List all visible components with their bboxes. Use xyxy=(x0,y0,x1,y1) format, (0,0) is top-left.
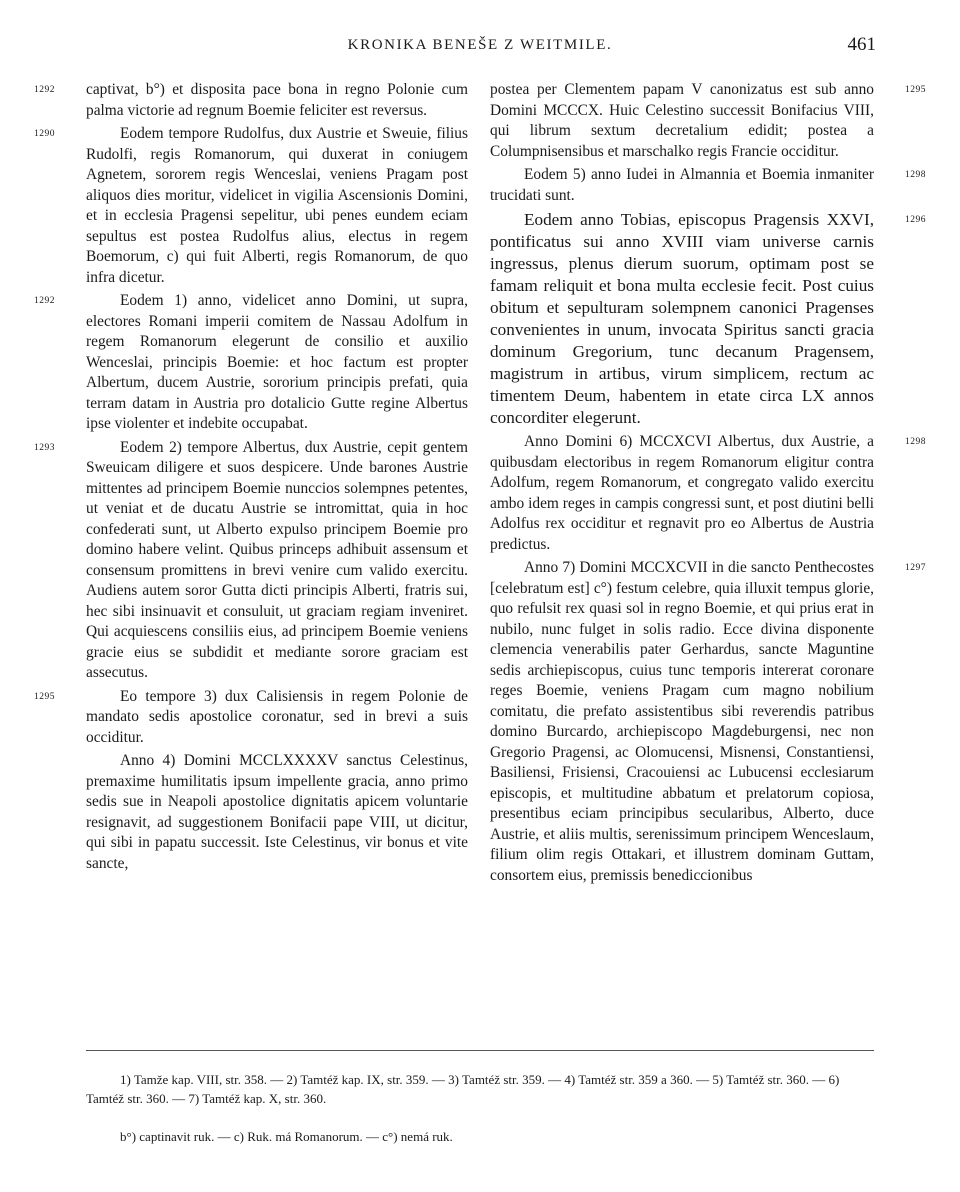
left-paragraph xyxy=(34,438,468,684)
margin-year: 1298 xyxy=(905,437,926,447)
left-column xyxy=(34,80,468,877)
right-paragraph xyxy=(490,80,926,162)
paragraph-text: Eodem 5) anno Iudei in Almannia et Boemia inmaniter trucidati sunt. xyxy=(490,166,874,204)
paragraph-text: Anno 4) Domini MCCLXXXXV sanctus Celestinus, premaxime humilitatis ipsum impellente gracia, anno primo sedis sue in Neapoli apostolice dignitatis apicem voluntarie resignavit, ad suggestionem Bonifacii pape VIII, ut dicitur, qui sibi in papatu successit. Iste Celestinus, vir bonus et vite sancte, xyxy=(86,752,468,872)
margin-year: 1296 xyxy=(905,215,926,225)
right-column xyxy=(490,80,926,889)
page-number: 461 xyxy=(847,34,876,55)
page-header xyxy=(0,32,960,62)
paragraph-text: captivat, b°) et disposita pace bona in regno Polonie cum palma victorie ad regnum Boemie feliciter est reversus. xyxy=(86,81,468,119)
left-paragraph xyxy=(34,687,468,749)
running-title: KRONIKA BENEŠE Z WEITMILE. xyxy=(347,37,613,53)
margin-year: 1293 xyxy=(34,442,55,453)
left-paragraph xyxy=(34,80,468,121)
left-paragraph xyxy=(34,124,468,288)
paragraph-text: postea per Clementem papam V canonizatus est sub anno Domini MCCCX. Huic Celestino successit Bonifacius VIII, qui librum sextum decretalium edidit; postea a Columpnisensibus et marschalko regis Francie occiditur. xyxy=(490,81,874,160)
footnote-sources: 1) Tamže kap. VIII, str. 358. — 2) Tamtéž kap. IX, str. 359. — 3) Tamtéž str. 359. — 4) Tamtéž str. 359 a 360. — 5) Tamtéž str. 360. — 6) Tamtéž str. 360. — 7) Tamtéž kap. X, str. 360. xyxy=(86,1072,840,1106)
paragraph-text: Eodem tempore Rudolfus, dux Austrie et Sweuie, filius Rudolfi, regis Romanorum, qui duxerat in coniugem Agnetem, sororem regis Wenceslai, veniens Pragam post aliquos dies moritur, videlicet in vigilia Ascensionis Domini, et in ecclesia Pragensi sepelitur, ubi penes eundem eciam sepultus est postea Rudolfus alius, electus in regem Boemorum, c) qui fuit Alberti, regis Romanorum, de quo infra dicetur. xyxy=(86,125,468,286)
left-paragraph xyxy=(34,291,468,435)
right-paragraph xyxy=(490,558,926,886)
footnote-variants: b°) captinavit ruk. — c) Ruk. má Romanorum. — c°) nemá ruk. xyxy=(120,1129,453,1144)
right-paragraph xyxy=(490,209,926,429)
margin-year: 1295 xyxy=(34,691,55,702)
paragraph-text: Eodem 1) anno, videlicet anno Domini, ut supra, electores Romani imperii comitem de Nassau Adolfum in regem Romanorum elegerunt de consilio et auxilio Wenceslai, principis Boemie: et hoc factum est propter Albertum, ducem Austrie, sororium principis prefati, quia terram datam in Austria pro dotalicio Gutte regine Albertus ipse violenter et indebite occupabat. xyxy=(86,292,468,432)
paragraph-text: Eo tempore 3) dux Calisiensis in regem Polonie de mandato sedis apostolice coronatur, sed in brevi a suis occiditur. xyxy=(86,687,468,746)
left-paragraph xyxy=(86,751,468,874)
right-paragraph xyxy=(490,432,926,555)
paragraph-text: Anno 7) Domini MCCXCVII in die sancto Penthecostes [celebratum est] c°) festum celebre, quia illuxit tempus glorie, quo refulsit rex quasi sol in regno Boemie, et qui prius erat in nubilo, nunc fulget in solis radio. Ecce divina disponente clemencia venerabilis pater Gerhardus, sancte Maguntine sedis archiepiscopus, cuius tunc temporis intererat coronare reges Boemie, veniens Pragam cum magno nobilium comitatu, die prefato assistentibus sibi reverendis patribus domino Burcardo, archiepiscopo Magdeburgensi, nec non Gregorio Pragensi, ac Olomucensi, Misnensi, Constantiensi, Basiliensi, Frisiensi, Cracouiensi ac Lubucensi ecclesiarum episcopis, et multitudine abbatum et prelatorum copiosa, presentibus eciam principibus secularibus, Alberto, duce Austrie, et aliis multis, serenissimum principem Wenceslaum, filium olim regis Ottakari, et illustrem dominam Guttam, consortem eius, premissis benediccionibus xyxy=(490,559,874,884)
margin-year: 1292 xyxy=(34,296,55,306)
right-paragraph xyxy=(490,165,926,206)
footnotes xyxy=(86,1070,876,1146)
margin-year: 1295 xyxy=(905,85,926,95)
paragraph-text: Anno Domini 6) MCCXCVI Albertus, dux Austrie, a quibusdam electoribus in regem Romanorum eligitur contra Adolfum, regem Romanorum, et congregato valido exercitu ambo idem reges in campis congressi sunt, et post diutini belli Adolfus rex occiditur et regnavit pro eo Albertus de Austria predictus. xyxy=(490,433,874,553)
paragraph-text: Eodem anno Tobias, episcopus Pragensis XXVI, pontificatus sui anno XVIII viam universe carnis ingressus, plenus dierum suorum, optimam post se famam reliquit et bona multa ecclesie fecit. Post cuius obitum et sepulturam solempnem canonici Pragenses convenientes in unum, invocata Spiritus sancti gracia dominum Gregorium, tunc decanum Pragensem, magistrum in artibus, virum simplicem, rectum ac timentem Deum, habentem in etate circa LX annos concorditer elegerunt. xyxy=(490,210,874,427)
margin-year: 1292 xyxy=(34,85,55,95)
margin-year: 1297 xyxy=(905,563,926,573)
footnote-rule xyxy=(86,1050,874,1051)
paragraph-text: Eodem 2) tempore Albertus, dux Austrie, cepit gentem Sweuicam diligere et suos despicere. Unde barones Austrie mittentes ad principem Boemie nunccios solempnes petentes, ut veniat et de ducatu Austrie se intromittat, quia in hoc confederati sunt, ut Alberto expulso principem Boemie pro domino habere velint. Quibus princeps adhibuit assensum et consensum promittens in brevi venire cum valido exercitu. Audiens autem soror Gutta dicti principis Alberti, fratris sui, hec sibi insinuavit et consuluit, ut graciam regiam inveniret. Qui acquiescens consiliis eius, ad principem Boemie veniens gracie eius se subdidit et mediante sorore graciam est assecutus. xyxy=(86,438,468,681)
margin-year: 1290 xyxy=(34,129,55,139)
margin-year: 1298 xyxy=(905,170,926,180)
